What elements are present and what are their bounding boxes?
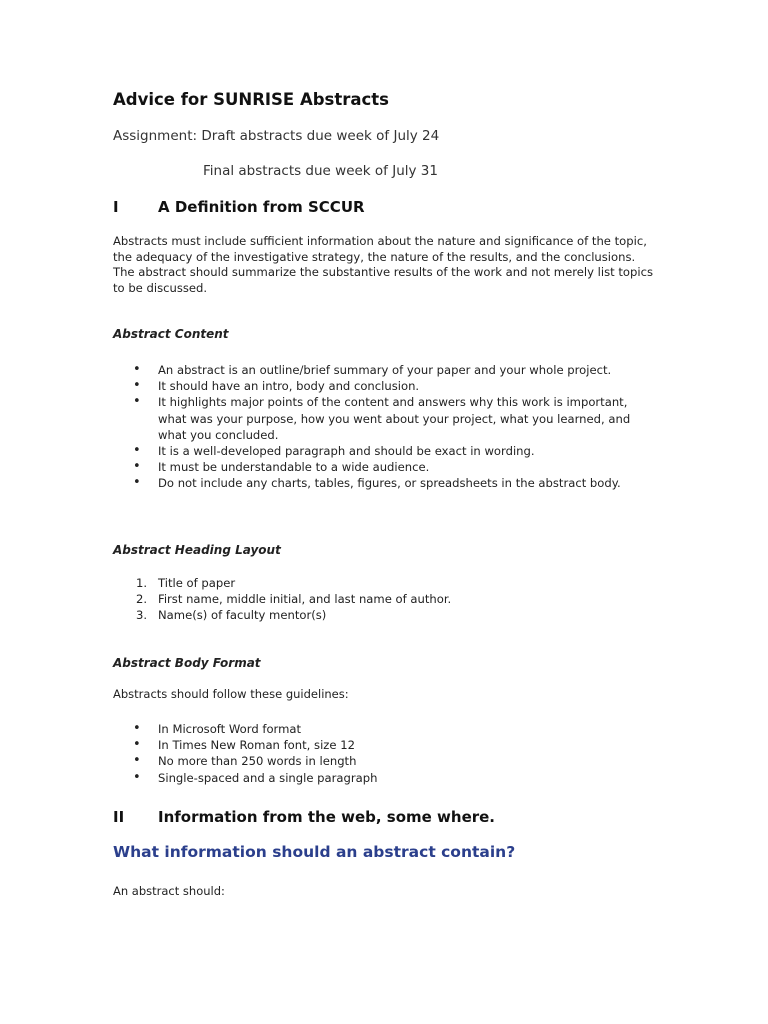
section-2-heading [113, 808, 495, 826]
list-item: • Do not include any charts, tables, figures, or spreadsheets in the abstract body. [113, 475, 658, 491]
assignment-final: Final abstracts due week of July 31 [203, 163, 438, 179]
sccur-definition-paragraph: Abstracts must include sufficient information about the nature and significance of the topic, the adequacy of the investigative strategy, the nature of the results, and the conclusions. The abstract should summarize the substantive results of the work and not merely list topics to be discussed. [113, 234, 653, 295]
body-format-heading: Abstract Body Format [113, 656, 261, 670]
list-item: 2. First name, middle initial, and last name of author. [136, 592, 452, 607]
section-1-number: I [113, 198, 119, 216]
section-1-title: A Definition from SCCUR [158, 198, 365, 216]
list-item: • It must be understandable to a wide audience. [113, 459, 658, 475]
section-2-title: Information from the web, some where. [158, 808, 496, 826]
list-item: • It is a well-developed paragraph and should be exact in wording. [113, 443, 658, 459]
heading-layout-heading: Abstract Heading Layout [113, 543, 281, 557]
list-item: 1. Title of paper [136, 576, 236, 590]
section-2-number: II [113, 808, 125, 826]
list-item: • An abstract is an outline/brief summary of your paper and your whole project. [113, 362, 658, 378]
closing-line: An abstract should: [113, 884, 225, 898]
list-item: • It should have an intro, body and conclusion. [113, 378, 658, 394]
list-item: • It highlights major points of the content and answers why this work is important, what was your purpose, how you went about your project, what you learned, and what you concluded. [113, 394, 658, 443]
list-item: 3. Name(s) of faculty mentor(s) [136, 608, 327, 623]
list-item: • In Microsoft Word format [113, 721, 658, 737]
body-format-intro: Abstracts should follow these guidelines: [113, 687, 349, 701]
list-item: • No more than 250 words in length [113, 753, 658, 769]
list-item: • Single-spaced and a single paragraph [113, 770, 658, 786]
abstract-content-heading: Abstract Content [113, 327, 229, 341]
web-question-heading: What information should an abstract contain? [113, 843, 516, 861]
heading-layout-list [113, 575, 658, 624]
section-1-heading [113, 198, 365, 216]
assignment-draft: Assignment: Draft abstracts due week of July 24 [113, 128, 440, 144]
list-item: • In Times New Roman font, size 12 [113, 737, 658, 753]
abstract-content-list [113, 362, 658, 492]
body-format-list [113, 721, 658, 786]
document-title: Advice for SUNRISE Abstracts [113, 90, 389, 109]
